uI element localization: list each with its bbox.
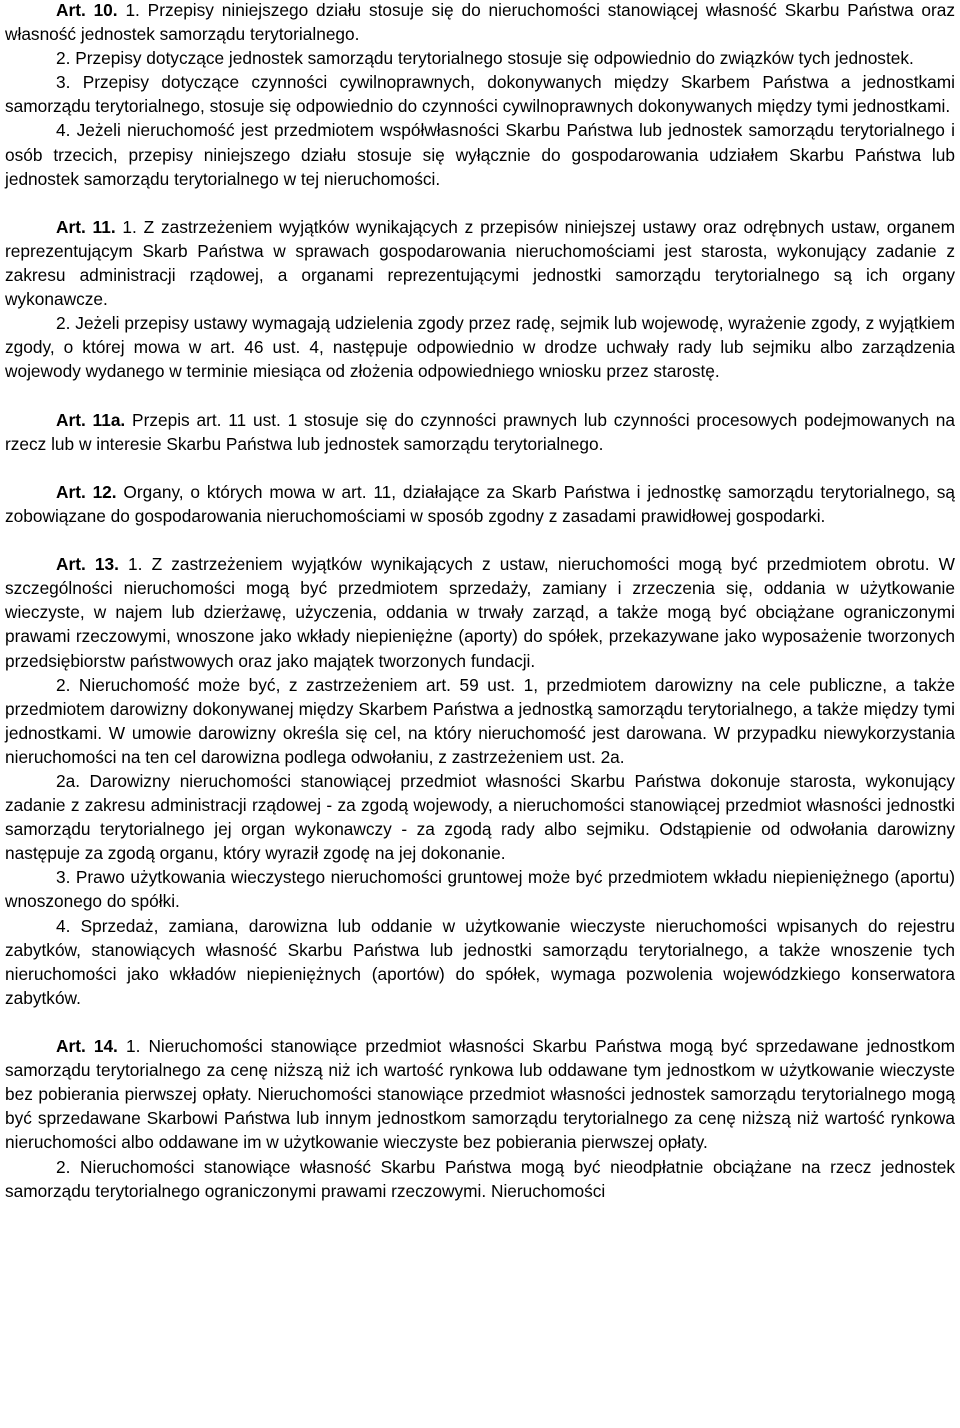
article-label: Art. 12. — [56, 481, 117, 502]
art-13-paragraph-2a — [5, 769, 955, 865]
art-13-paragraph-4 — [5, 914, 955, 1010]
article-label: Art. 11. — [56, 216, 116, 237]
paragraph-text: 2. Przepisy dotyczące jednostek samorządu terytorialnego stosuje się odpowiednio do związków tych jednostek. — [56, 48, 914, 69]
article-label: Art. 10. — [56, 0, 118, 20]
paragraph-text: Przepis art. 11 ust. 1 stosuje się do czynności prawnych lub czynności procesowych podejmowanych na rzecz lub w interesie Skarbu Państwa lub jednostek samorządu terytorialnego. — [5, 409, 955, 454]
paragraph-text: 1. Nieruchomości stanowiące przedmiot własności Skarbu Państwa mogą być sprzedawane jednostkom samorządu terytorialnego za cenę niższą niż ich wartość rynkowa lub oddawane tym jednostkom w użytkowanie wieczyste bez pobierania pierwszej opłaty. Nieruchomości stanowiące przedmiot własności jednostek samorządu terytorialnego mogą być sprzedawane Skarbowi Państwa lub innym jednostkom samorządu terytorialnego za cenę niższą niż wartość rynkowa nieruchomości albo oddawane im w użytkowanie wieczyste bez pobierania pierwszej opłaty. — [5, 1036, 955, 1153]
art-10-paragraph-1 — [5, 0, 955, 46]
paragraph-text: 1. Z zastrzeżeniem wyjątków wynikających z przepisów niniejszej ustawy oraz odrębnych ustaw, organem reprezentującym Skarb Państwa w sprawach gospodarowania nieruchomościami jest starosta, wykonujący zadanie z zakresu administracji rządowej, a organami reprezentującymi jednostki samorządu terytorialnego są ich organy wykonawcze. — [5, 216, 955, 310]
art-12-paragraph — [5, 480, 955, 528]
paragraph-text: 2. Jeżeli przepisy ustawy wymagają udzielenia zgody przez radę, sejmik lub wojewodę, wyrażenie zgody, z wyjątkiem zgody, o której mowa w art. 46 ust. 4, następuje odpowiednio w drodze uchwały rady lub sejmiku albo zarządzenia wojewody wydanego w terminie miesiąca od złożenia odpowiedniego wniosku przez starostę. — [5, 313, 955, 382]
art-11-paragraph-1 — [5, 215, 955, 311]
art-13-paragraph-1 — [5, 552, 955, 672]
article-label: Art. 14. — [56, 1036, 118, 1057]
legal-text — [5, 0, 955, 1203]
art-11a-paragraph — [5, 408, 955, 456]
art-13-paragraph-3 — [5, 865, 955, 913]
paragraph-text: 3. Przepisy dotyczące czynności cywilnoprawnych, dokonywanych między Skarbem Państwa a jednostkami samorządu terytorialnego, stosuje się odpowiednio do czynności cywilnoprawnych dokonywanych między tymi jednostkami. — [5, 72, 955, 117]
paragraph-text: 2a. Darowizny nieruchomości stanowiącej przedmiot własności Skarbu Państwa dokonuje starosta, wykonujący zadanie z zakresu administracji rządowej - za zgodą wojewody, a nieruchomości stanowiącej przedmiot własności jednostki samorządu terytorialnego jej organ wykonawczy - za zgodą rady albo sejmiku. Odstąpienie od odwołania darowizny następuje za zgodą organu, który wyraził zgodę na jej dokonanie. — [5, 771, 955, 864]
art-14-paragraph-2 — [5, 1155, 955, 1203]
art-10-paragraph-3 — [5, 70, 955, 118]
art-13-paragraph-2 — [5, 673, 955, 769]
paragraph-text: Organy, o których mowa w art. 11, działające za Skarb Państwa i jednostkę samorządu terytorialnego, są zobowiązane do gospodarowania nieruchomościami w sposób zgodny z zasadami prawidłowej gospodarki. — [5, 481, 955, 526]
paragraph-text: 1. Z zastrzeżeniem wyjątków wynikających z ustaw, nieruchomości mogą być przedmiotem obrotu. W szczególności nieruchomości mogą być przedmiotem sprzedaży, zamiany i zrzeczenia się, oddania w użytkowanie wieczyste, w najem lub dzierżawę, użyczenia, oddania w trwały zarząd, a także mogą być obciążane ograniczonymi prawami rzeczowymi, wnoszone jako wkłady niepieniężne (aporty) do spółek, przekazywane jako wyposażenie tworzonych przedsiębiorstw państwowych oraz jako majątek tworzonych fundacji. — [5, 554, 955, 671]
paragraph-text: 2. Nieruchomość może być, z zastrzeżeniem art. 59 ust. 1, przedmiotem darowizny na cele publiczne, a także przedmiotem darowizny dokonywanej między Skarbem Państwa a jednostką samorządu terytorialnego, a także między tymi jednostkami. W umowie darowizny określa się cel, na który nieruchomość jest darowana. W przypadku niewykorzystania nieruchomości na ten cel darowizna podlega odwołaniu, z zastrzeżeniem ust. 2a. — [5, 674, 955, 767]
article-label: Art. 13. — [56, 554, 119, 575]
paragraph-text: 4. Sprzedaż, zamiana, darowizna lub oddanie w użytkowanie wieczyste nieruchomości wpisanych do rejestru zabytków, stanowiących własność Skarbu Państwa lub jednostki samorządu terytorialnego, a także wnoszenie tych nieruchomości jako wkładów niepieniężnych (aportów) do spółek, wymaga pozwolenia wojewódzkiego konserwatora zabytków. — [5, 915, 955, 1008]
paragraph-text: 1. Przepisy niniejszego działu stosuje się do nieruchomości stanowiącej własność Skarbu Państwa oraz własność jednostek samorządu terytorialnego. — [5, 0, 956, 45]
art-10-paragraph-4 — [5, 118, 955, 190]
paragraph-text: 2. Nieruchomości stanowiące własność Skarbu Państwa mogą być nieodpłatnie obciążane na rzecz jednostek samorządu terytorialnego ograniczonymi prawami rzeczowymi. Nieruchomości — [5, 1156, 955, 1201]
art-10-paragraph-2 — [5, 46, 955, 70]
paragraph-text: 3. Prawo użytkowania wieczystego nieruchomości gruntowej może być przedmiotem wkładu niepieniężnego (aportu) wnoszonego do spółki. — [5, 867, 955, 912]
art-14-paragraph-1 — [5, 1034, 955, 1154]
article-label: Art. 11a. — [56, 409, 126, 430]
art-11-paragraph-2 — [5, 311, 955, 383]
paragraph-text: 4. Jeżeli nieruchomość jest przedmiotem współwłasności Skarbu Państwa lub jednostek samorządu terytorialnego i osób trzecich, przepisy niniejszego działu stosuje się wyłącznie do gospodarowania udziałem Skarbu Państwa lub jednostek samorządu terytorialnego w tej nieruchomości. — [5, 120, 955, 189]
